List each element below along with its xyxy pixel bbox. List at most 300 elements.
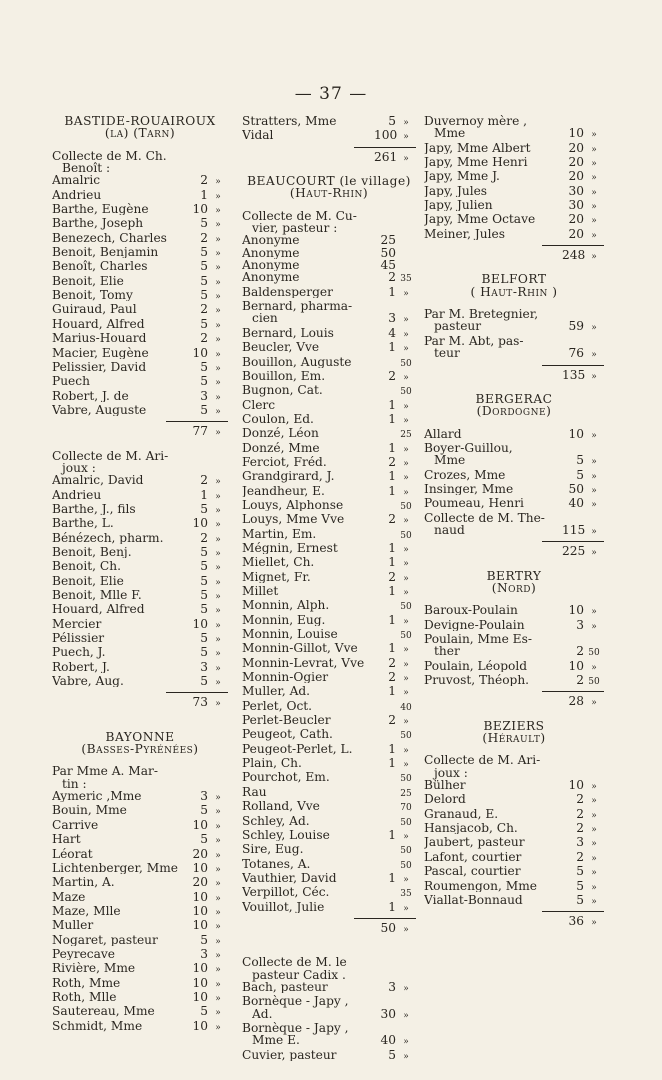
entry-cents: » [403,674,409,685]
entry-amount: 10 [192,975,208,990]
entry-cents: » [215,320,221,331]
collection-line: Collecte de M. Ch. [52,148,167,163]
entry-amount: 2 [200,302,208,317]
entry-row [424,483,604,497]
entry-name: Coulon, Ed. [242,412,314,426]
entry-row [52,891,228,905]
section-heading: BEZIERS [483,718,545,733]
entry-row [242,234,416,246]
entry-amount: 25 [380,233,396,248]
entry-cents: » [215,950,221,961]
entry-cents: » [215,206,221,217]
total-row [242,922,416,936]
entry-name: Ferciot, Fréd. [242,455,327,469]
entry-name: Japy, Jules [424,184,488,198]
entry-amount: 5 [200,544,208,559]
entry-row [52,189,228,203]
entry-row [424,779,604,793]
entry-amount: 10 [192,989,208,1004]
entry-row [242,528,416,542]
entry-amount: 5 [200,674,208,689]
entry-name: Muller [52,919,94,932]
entry-row [424,320,604,334]
entry-name: Japy, Mme Albert [424,141,531,155]
section-subheading: (Hérault) [482,731,546,746]
entry-name: Japy, Mme Henri [424,156,528,169]
entry-cents: » [591,882,597,893]
entry-name: Donzé, Léon [242,427,319,440]
entry-cents: 70 [400,803,412,814]
entry-cents: » [403,372,409,383]
entry-cents: » [215,277,221,288]
entry-name: Bénézech, pharm. [52,531,164,544]
entry-name: Monnin-Gillot, Vve [242,642,358,655]
collection-line: Collecte de M. Ari- [52,448,169,463]
entry-amount: 1 [388,584,396,598]
entry-row [242,384,416,398]
entry-name: Barthe, Joseph [52,217,144,230]
entry-cents: » [591,782,597,793]
collection-line: joux : [62,460,96,475]
entry-amount: 5 [200,559,208,574]
entry-amount: 2 [576,806,584,821]
entry-name: Meiner, Jules [424,227,505,241]
entry-row [52,203,228,217]
entry-amount: 10 [192,903,208,918]
entry-cents: » [215,836,221,847]
entry-row [424,793,604,807]
entry-amount: 45 [380,258,396,273]
entry-cents: » [591,839,597,850]
entry-name: Jaubert, pasteur [424,836,525,849]
entry-amount: 10 [192,616,208,631]
spacer [242,936,416,946]
entry-cents: » [591,485,597,496]
total-row [424,545,604,559]
entry-name: Peyrecave [52,947,115,961]
entry-row [52,833,228,847]
entry-amount: 3 [576,835,584,850]
entry-cents: » [591,607,597,618]
entry-amount: 5 [200,359,208,374]
entry-name: Martin, A. [52,876,115,889]
entry-cents: » [591,810,597,821]
collection-line: Bornèque - Japy , [242,1020,349,1035]
collection-line: vier, pasteur : [252,221,338,236]
entry-cents: » [591,621,597,632]
spacer [52,711,228,721]
entry-row [424,645,604,659]
entry-amount: 5 [200,1004,208,1019]
entry-cents: » [215,807,221,818]
entry-row [242,571,416,585]
entry-name: Baroux-Poulain [424,604,518,617]
entry-cents: » [215,220,221,231]
entry-amount: 2 [388,270,396,285]
entry-name: Benoit, Mlle F. [52,589,142,602]
entry-cents: » [215,821,221,832]
entry-amount: 28 [568,694,584,709]
entry-row [52,977,228,991]
entry-cents: » [403,132,409,143]
entry-cents: 50 [400,817,412,828]
entry-name: Rolland, Vve [242,800,320,813]
entry-name: Bernard, Louis [242,326,334,340]
entry-amount: 30 [380,1006,396,1021]
entry-row [424,127,604,141]
entry-name: Totanes, A. [242,857,311,870]
entry-name: Devigne-Poulain [424,618,525,631]
entry-name: Benezech, Charles [52,231,167,245]
entry-name: Benoit, Tomy [52,289,133,302]
entry-row [424,619,604,633]
entry-name: Muller, Ad. [242,685,311,698]
entry-cents: 50 [400,602,412,613]
entry-name: Sire, Eug. [242,843,304,856]
entry-name: Plain, Ch. [242,757,302,770]
entry-row [242,728,416,742]
entry-row [52,318,228,332]
entry-name: Mégnin, Ernest [242,541,338,555]
entry-row [52,375,228,389]
entry-cents: » [215,1008,221,1019]
entry-amount: 5 [200,288,208,303]
entry-amount: 20 [568,169,584,184]
entry-cents: 50 [400,846,412,857]
entry-cents: » [591,430,597,441]
entry-name: Anonyme [242,259,300,272]
entry-cents: » [403,473,409,484]
entry-row [424,347,604,361]
entry-name: Crozes, Mme [424,468,506,481]
entry-amount: 1 [200,187,208,202]
entry-amount: 2 [388,368,396,383]
entry-row [242,771,416,785]
entry-row [52,804,228,818]
entry-name: Lichtenberger, Mme [52,861,178,875]
entry-row [242,556,416,570]
entry-name: Amalric, David [52,474,144,487]
entry-row [52,675,228,689]
entry-amount: 77 [192,424,208,439]
entry-amount: 3 [200,659,208,674]
entry-name: Cuvier, pasteur [242,1048,337,1061]
entry-row [242,456,416,470]
entry-cents: 50 [588,677,600,688]
entry-amount: 1 [388,827,396,842]
entry-cents: » [591,187,597,198]
entry-row [242,115,416,129]
entry-cents: » [403,983,409,994]
entry-name: Pascal, courtier [424,865,521,878]
entry-row [242,757,416,771]
collection-line: Collecte de M. Ari- [424,753,541,768]
entry-row [52,232,228,246]
entry-amount: 20 [192,875,208,890]
entry-cents: » [591,457,597,468]
entry-row [242,901,416,915]
entry-row [242,628,416,642]
entry-name: Poumeau, Henri [424,497,524,510]
entry-cents: » [591,323,597,334]
entry-amount: 5 [576,864,584,879]
entry-cents: » [403,645,409,656]
collection-line: Bernard, pharma- [242,299,353,314]
entry-row [52,991,228,1005]
entry-amount: 5 [200,316,208,331]
total-row [424,249,604,263]
entry-cents: » [591,252,597,263]
section-subheading: (Basses-Pyrénées) [81,742,199,757]
entry-cents: » [591,159,597,170]
entry-cents: 50 [400,731,412,742]
entry-amount: 10 [192,202,208,217]
entry-name: Miellet, Ch. [242,556,315,569]
entry-amount: 10 [192,516,208,531]
entry-amount: 3 [388,311,396,326]
entry-cents: » [215,577,221,588]
entry-cents: » [215,177,221,188]
entry-amount: 5 [576,453,584,468]
entry-amount: 50 [380,245,396,260]
entry-amount: 225 [562,544,586,559]
entry-cents: 50 [588,648,600,659]
entry-name: Barthe, L. [52,517,114,530]
entry-name: Delord [424,793,466,806]
entry-amount: 20 [568,140,584,155]
entry-row [242,714,416,728]
entry-row [242,829,416,843]
entry-cents: » [215,548,221,559]
entry-amount: 2 [576,849,584,864]
entry-row [52,790,228,804]
entry-cents: » [215,491,221,502]
entry-name: Marius-Houard [52,332,147,345]
collection-line: Bornèque - Japy , [242,994,349,1009]
entry-row [52,646,228,660]
total-row [52,425,228,439]
entry-amount: 5 [576,878,584,893]
entry-row [52,217,228,231]
total-row [242,151,416,165]
entry-row [242,542,416,556]
entry-name: Amalric [52,174,101,187]
entry-row [242,886,416,900]
entry-name: Mme [434,127,466,140]
entry-name: Hart [52,833,81,846]
entry-cents: 25 [400,788,412,799]
entry-row [424,808,604,822]
entry-row [52,404,228,418]
entry-name: Louys, Alphonse [242,498,344,512]
entry-name: Allard [424,427,462,440]
entry-name: Perlet-Beucler [242,714,331,727]
entry-row [52,862,228,876]
entry-row [424,142,604,156]
entry-name: Benoit, Ch. [52,560,121,573]
entry-cents: » [215,879,221,890]
entry-row [52,1020,228,1034]
entry-amount: 10 [192,918,208,933]
entry-row [52,489,228,503]
entry-amount: 1 [388,483,396,498]
entry-name: Monnin-Levrat, Vve [242,656,365,670]
entry-amount: 10 [192,889,208,904]
entry-row [242,399,416,413]
entry-amount: 36 [568,914,584,929]
entry-amount: 10 [568,126,584,141]
entry-cents: » [215,363,221,374]
entry-row [242,981,416,995]
entry-amount: 10 [568,603,584,618]
entry-cents: » [215,606,221,617]
entry-amount: 3 [576,617,584,632]
entry-amount: 10 [568,778,584,793]
entry-name: Vauthier, David [242,871,337,885]
entry-row [242,499,416,513]
entry-amount: 10 [568,658,584,673]
entry-name: Nogaret, pasteur [52,933,158,946]
entry-amount: 1 [388,641,396,656]
entry-row [242,341,416,355]
collection-line: Boyer-Guillou, [424,440,513,455]
entry-name: Mercier [52,617,102,631]
section-subheading: (la) (Tarn) [104,126,176,141]
entry-amount: 261 [374,149,398,164]
total-rule [542,911,604,912]
entry-cents: » [403,344,409,355]
entry-row [424,524,604,538]
entry-row [424,428,604,442]
entry-row [52,848,228,862]
entry-row [52,905,228,919]
entry-name: Japy, Julien [424,199,493,212]
entry-name: Andrieu [52,488,102,501]
collection-line: joux : [434,765,468,780]
entry-row [424,170,604,184]
entry-amount: 5 [576,892,584,907]
entry-cents: » [403,760,409,771]
entry-cents: » [403,118,409,128]
entry-amount: 20 [192,846,208,861]
entry-cents: 35 [400,889,412,900]
entry-row [424,469,604,483]
entry-amount: 59 [568,319,584,334]
entry-amount: 10 [192,817,208,832]
entry-name: Baldensperger [242,285,333,299]
total-rule [166,692,228,693]
entry-amount: 1 [388,899,396,914]
entry-amount: 1 [388,870,396,885]
entry-row [52,919,228,933]
entry-cents: » [215,635,221,646]
entry-row [52,246,228,260]
entry-row [242,1008,416,1022]
entry-name: Granaud, E. [424,807,499,821]
entry-row [52,560,228,574]
entry-row [242,585,416,599]
entry-amount: 1 [388,340,396,355]
entry-row [52,876,228,890]
entry-amount: 5 [200,216,208,231]
entry-row [242,442,416,456]
entry-row [424,497,604,511]
entry-cents: » [215,663,221,674]
entry-cents: 35 [400,274,412,285]
total-row [424,695,604,709]
entry-name: Insinger, Mme [424,482,514,496]
entry-cents: » [403,458,409,469]
entry-cents: 50 [400,387,412,398]
entry-row [424,213,604,227]
entry-name: Benoit, Elie [52,574,124,587]
entry-name: Guiraud, Paul [52,303,137,316]
entry-row [52,618,228,632]
entry-name: Perlet, Oct. [242,699,313,713]
entry-cents: » [403,288,409,299]
entry-cents: 50 [400,631,412,642]
collection-line: Par M. Bretegnier, [424,307,539,322]
entry-amount: 50 [568,481,584,496]
entry-name: Pélissier [52,632,105,645]
entry-cents: » [403,717,409,728]
entry-cents: » [403,903,409,914]
entry-amount: 2 [388,655,396,670]
entry-cents: » [403,153,409,164]
collection-line: Collecte de M. le [242,955,347,970]
entry-row [242,356,416,370]
entry-cents: » [591,548,597,559]
entry-name: Beucler, Vve [242,341,320,354]
entry-row [242,872,416,886]
entry-cents: » [215,306,221,317]
entry-cents: » [591,350,597,361]
entry-amount: 248 [562,248,586,263]
entry-row [424,865,604,879]
entry-cents: 25 [400,430,412,441]
entry-cents: 50 [400,860,412,871]
entry-amount: 2 [388,569,396,584]
entry-amount: 2 [576,821,584,836]
entry-cents: » [591,471,597,482]
entry-row [52,260,228,274]
section-subheading: (Haut-Rhin) [289,186,369,201]
entry-amount: 40 [380,1033,396,1048]
entry-name: Bouin, Mme [52,804,127,817]
entry-name: Bülher [424,779,466,792]
entry-amount: 5 [200,803,208,818]
entry-row [52,347,228,361]
entry-amount: 5 [388,1047,396,1062]
entry-row [52,517,228,531]
entry-name: Barthe, J., fils [52,502,136,516]
entry-row [424,199,604,213]
entry-row [242,815,416,829]
entry-amount: 2 [200,331,208,346]
entry-cents: 50 [400,774,412,785]
entry-row [52,174,228,188]
entry-name: Monnin, Alph. [242,599,330,612]
entry-row [242,800,416,814]
entry-row [242,370,416,384]
entry-cents: » [215,592,221,602]
entry-amount: 5 [200,245,208,260]
entry-name: Vabre, Auguste [52,403,147,417]
entry-cents: » [215,850,221,861]
entry-row [242,413,416,427]
entry-row [52,603,228,617]
entry-cents: » [215,263,221,274]
